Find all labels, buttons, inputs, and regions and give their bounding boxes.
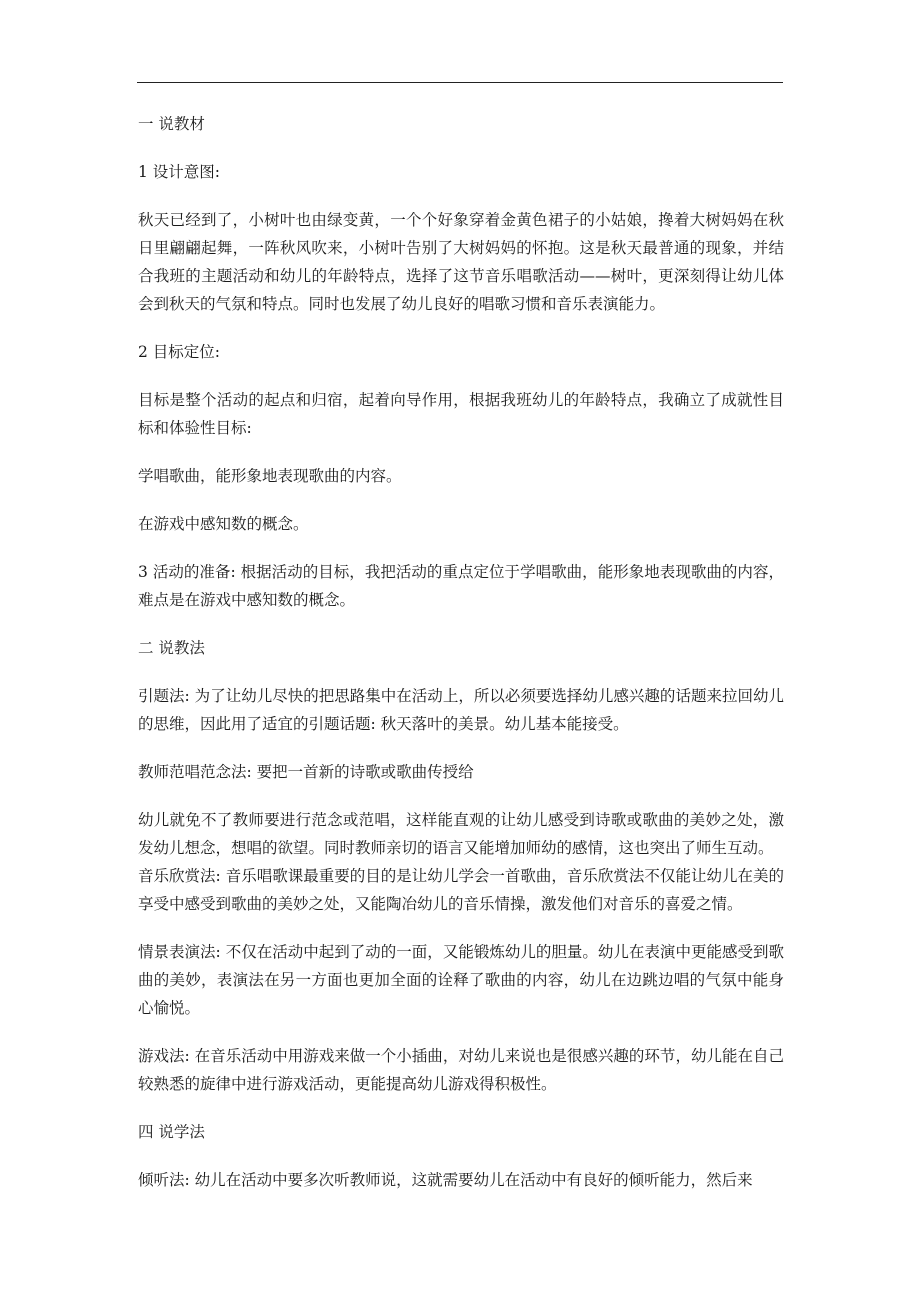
paragraph-goal: 目标是整个活动的起点和归宿，起着向导作用，根据我班幼儿的年龄特点，我确立了成就性目标和体验性目标:	[138, 391, 784, 437]
paragraph-design-intent: 秋天已经到了，小树叶也由绿变黄，一个个好象穿着金黄色裙子的小姑娘，搀着大树妈妈在秋日里翩翩起舞，一阵秋风吹来，小树叶告别了大树妈妈的怀抱。这是秋天最普通的现象，并结合我班的主题活动和幼儿的年龄特点，选择了这节音乐唱歌活动——树叶，更深刻得让幼儿体会到秋天的气氛和特点。同时也发展了幼儿良好的唱歌习惯和音乐表演能力。	[138, 211, 784, 313]
subheading-goal: 2 目标定位:	[138, 343, 221, 361]
paragraph-intro-method: 引题法: 为了让幼儿尽快的把思路集中在活动上，所以必须要选择幼儿感兴趣的话题来拉回幼儿的思维，因此用了适宜的引题话题: 秋天落叶的美景。幼儿基本能接受。	[138, 687, 784, 733]
paragraph-listening-method: 倾听法: 幼儿在活动中要多次听教师说，这就需要幼儿在活动中有良好的倾听能力，然后来	[138, 1171, 753, 1189]
paragraph-demo-method: 教师范唱范念法: 要把一首新的诗歌或歌曲传授给	[138, 763, 474, 781]
paragraph-game-method: 游戏法: 在音乐活动中用游戏来做一个小插曲，对幼儿来说也是很感兴趣的环节，幼儿能在自己较熟悉的旋律中进行游戏活动，更能提高幼儿游戏得积极性。	[138, 1047, 784, 1093]
paragraph-preparation: 3 活动的准备: 根据活动的目标，我把活动的重点定位于学唱歌曲，能形象地表现歌曲的内容，难点是在游戏中感知数的概念。	[138, 563, 784, 609]
subheading-design-intent: 1 设计意图:	[138, 163, 221, 181]
section-heading-4: 四 说学法	[138, 1123, 205, 1141]
paragraph-demo-method-cont: 幼儿就免不了教师要进行范念或范唱，这样能直观的让幼儿感受到诗歌或歌曲的美妙之处，激发幼儿想念，想唱的欲望。同时教师亲切的语言又能增加师幼的感情，这也突出了师生互动。	[138, 811, 784, 857]
goal-item-1: 学唱歌曲，能形象地表现歌曲的内容。	[138, 467, 402, 485]
section-heading-1: 一 说教材	[138, 115, 205, 133]
header-rule	[137, 82, 783, 83]
goal-item-2: 在游戏中感知数的概念。	[138, 515, 309, 533]
document-body	[138, 110, 784, 1194]
paragraph-appreciation-method: 音乐欣赏法: 音乐唱歌课最重要的目的是让幼儿学会一首歌曲，音乐欣赏法不仅能让幼儿在美的享受中感受到歌曲的美妙之处，又能陶冶幼儿的音乐情操，激发他们对音乐的喜爱之情。	[138, 867, 784, 913]
paragraph-performance-method: 情景表演法: 不仅在活动中起到了动的一面，又能锻炼幼儿的胆量。幼儿在表演中更能感受到歌曲的美妙，表演法在另一方面也更加全面的诠释了歌曲的内容，幼儿在边跳边唱的气氛中能身心愉悦。	[138, 943, 784, 1017]
section-heading-2: 二 说教法	[138, 639, 205, 657]
